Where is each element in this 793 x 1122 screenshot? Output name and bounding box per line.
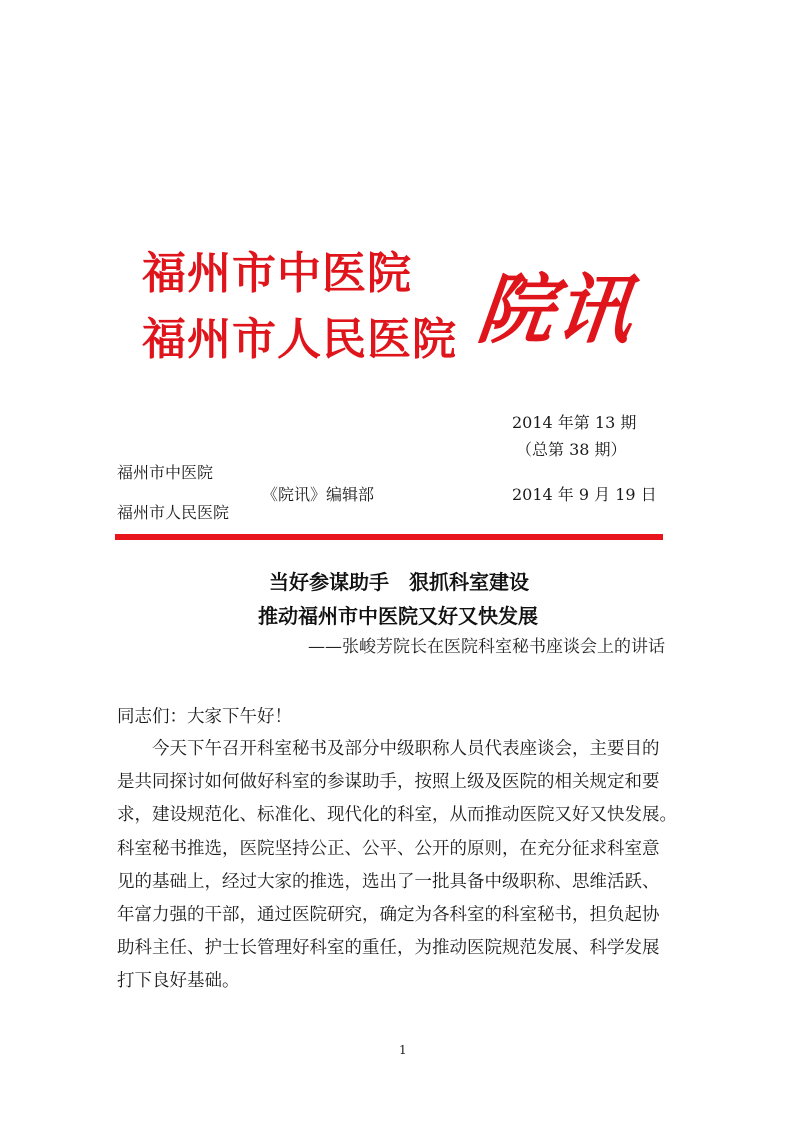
salutation: 同志们：大家下午好！ <box>117 707 292 727</box>
publisher-org-1: 福州市中医院 <box>117 463 214 482</box>
paragraph-line: 科室秘书推选，医院坚持公正、公平、公开的原则，在充分征求科室意 <box>117 839 660 859</box>
article-title-line-1: 当好参谋助手 狠抓科室建设 <box>269 570 529 594</box>
header-divider-rule <box>115 534 663 540</box>
publisher-org-2: 福州市人民医院 <box>117 503 230 522</box>
paragraph-line: 年富力强的干部，通过医院研究，确定为各科室的科室秘书，担负起协 <box>117 905 660 925</box>
paragraph-line: 是共同探讨如何做好科室的参谋助手，按照上级及医院的相关规定和要 <box>117 772 660 792</box>
masthead-hospital-2: 福州市人民医院 <box>142 314 457 365</box>
issue-total: （总第 38 期） <box>516 440 627 459</box>
masthead-brand-title: 院讯 <box>473 265 639 354</box>
masthead-hospital-1: 福州市中医院 <box>142 248 412 299</box>
paragraph-line: 助科主任、护士长管理好科室的重任，为推动医院规范发展、科学发展 <box>117 938 660 958</box>
paragraph-line: 今天下午召开科室秘书及部分中级职称人员代表座谈会，主要目的 <box>152 739 660 759</box>
article-title-line-2: 推动福州市中医院又好又快发展 <box>258 604 538 628</box>
paragraph-line: 求，建设规范化、标准化、现代化的科室，从而推动医院又好又快发展。 <box>117 805 677 825</box>
page-number: 1 <box>399 1043 407 1057</box>
article-byline: ——张峻芳院长在医院科室秘书座谈会上的讲话 <box>308 637 665 657</box>
issue-date: 2014 年 9 月 19 日 <box>512 485 657 504</box>
paragraph-line: 打下良好基础。 <box>117 971 240 991</box>
paragraph-line: 见的基础上，经过大家的推选，选出了一批具备中级职称、思维活跃、 <box>117 872 660 892</box>
publisher-department: 《院讯》编辑部 <box>262 485 375 504</box>
issue-number: 2014 年第 13 期 <box>512 413 637 432</box>
